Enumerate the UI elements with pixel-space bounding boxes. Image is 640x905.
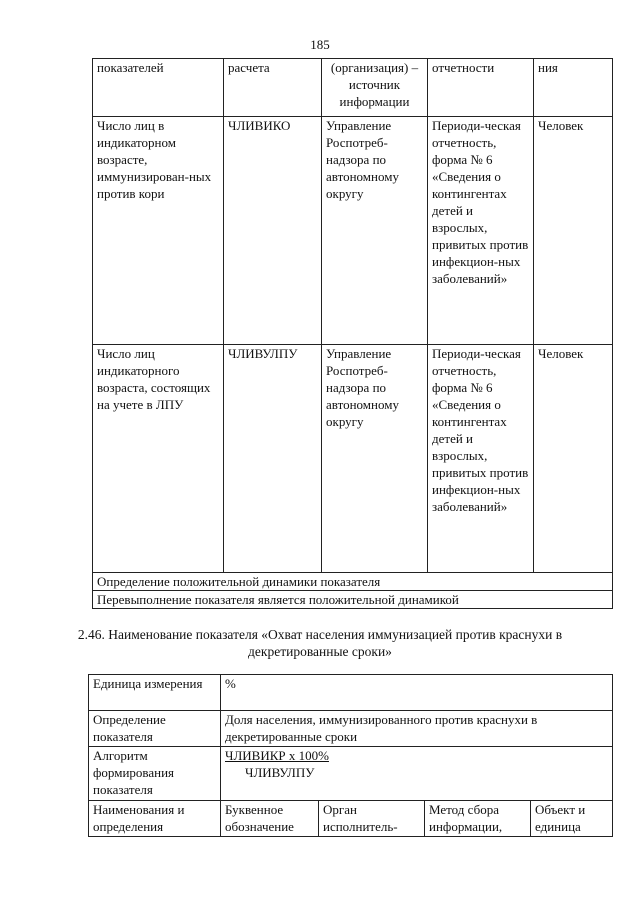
- unit-value: %: [221, 675, 613, 711]
- header-cell: показателей: [93, 59, 224, 117]
- indicator-components-table: [92, 58, 613, 609]
- cell-indicator-name: Число лиц индикаторного возраста, состоящих на учете в ЛПУ: [93, 345, 224, 573]
- header-cell: отчетности: [428, 59, 534, 117]
- dynamics-definition-label: Определение положительной динамики показателя: [93, 573, 613, 591]
- header-cell: ния: [534, 59, 613, 117]
- cell-indicator-name: Число лиц в индикаторном возрасте, иммунизирован-ных против кори: [93, 117, 224, 345]
- header-cell: (организация) – источник информации: [322, 59, 428, 117]
- names-label: Наименования и определения: [89, 801, 221, 837]
- col-header: Объект и единица: [531, 801, 613, 837]
- cell-source: Управление Роспотреб-надзора по автономному округу: [322, 117, 428, 345]
- indicator-passport-table: [88, 674, 613, 837]
- definition-value: Доля населения, иммунизированного против краснухи в декретированные сроки: [221, 711, 613, 747]
- cell-reporting: Периоди-ческая отчетность, форма № 6 «Сведения о контингентах детей и взрослых, привитых против инфекцион-ных заболеваний»: [428, 117, 534, 345]
- col-header: Буквенное обозначение: [221, 801, 319, 837]
- cell-unit: Человек: [534, 117, 613, 345]
- page-number: 185: [310, 37, 330, 52]
- algorithm-label: Алгоритм формирования показателя: [89, 747, 221, 801]
- dynamics-definition-value: Перевыполнение показателя является положительной динамикой: [93, 591, 613, 609]
- col-header: Метод сбора информации,: [425, 801, 531, 837]
- table-row: [89, 711, 613, 747]
- cell-letter-code: ЧЛИВУЛПУ: [224, 345, 322, 573]
- table-header-row: [93, 59, 613, 117]
- unit-label: Единица измерения: [89, 675, 221, 711]
- table-row: [93, 573, 613, 591]
- algorithm-formula: [221, 747, 613, 801]
- table-row: [93, 117, 613, 345]
- table-row: [93, 345, 613, 573]
- cell-reporting: Периоди-ческая отчетность, форма № 6 «Сведения о контингентах детей и взрослых, привитых против инфекцион-ных заболеваний»: [428, 345, 534, 573]
- cell-source: Управление Роспотреб-надзора по автономному округу: [322, 345, 428, 573]
- table-row: [89, 801, 613, 837]
- table-row: [89, 747, 613, 801]
- table-row: [89, 675, 613, 711]
- col-header: Орган исполнитель-: [319, 801, 425, 837]
- section-title: 2.46. Наименование показателя «Охват населения иммунизацией против краснухи в декретированные сроки»: [77, 627, 563, 659]
- definition-label: Определение показателя: [89, 711, 221, 747]
- formula-denominator: ЧЛИВУЛПУ: [245, 765, 315, 780]
- table-row: [93, 591, 613, 609]
- cell-unit: Человек: [534, 345, 613, 573]
- cell-letter-code: ЧЛИВИКО: [224, 117, 322, 345]
- formula-numerator: ЧЛИВИКР x 100%: [225, 748, 329, 763]
- header-cell: расчета: [224, 59, 322, 117]
